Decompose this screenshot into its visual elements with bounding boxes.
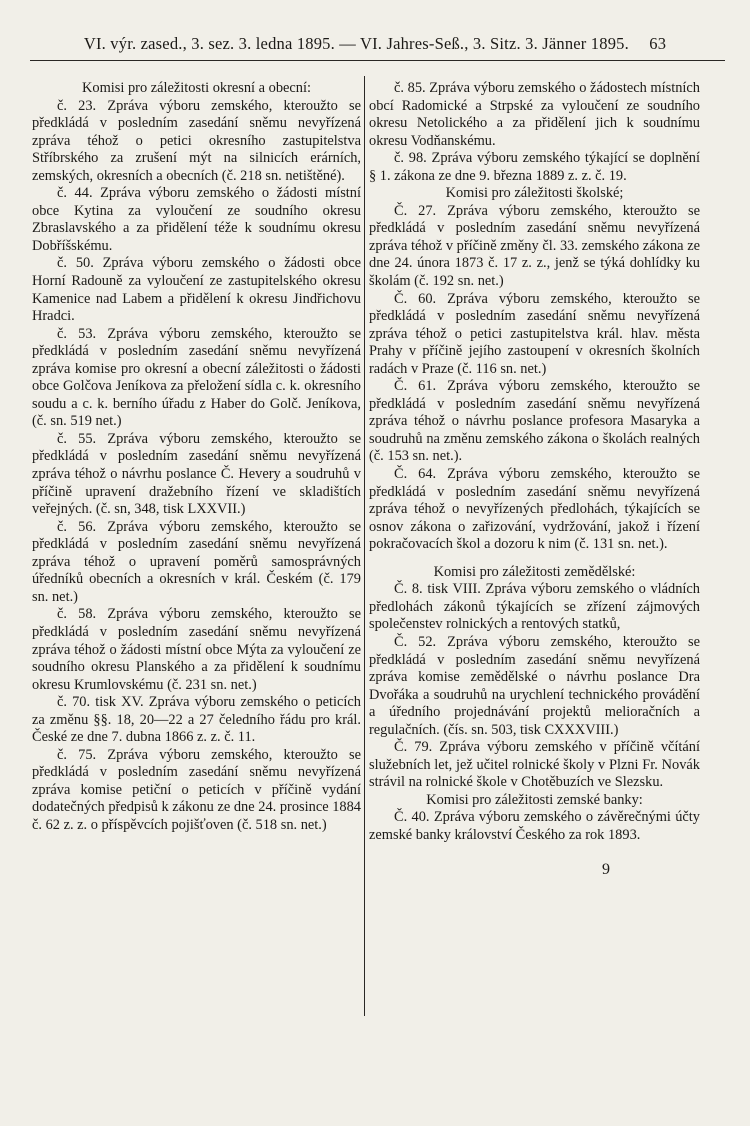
report-entry: Č. 79. Zpráva výboru zemského v příčině včítání služebních let, jež učitel rolnické školy v Plzni Fr. Novák strávil na rolnické škole v Chotěbuzích ve Slezsku. bbox=[369, 739, 700, 791]
report-entry: Č. 40. Zpráva výboru zemského o závěrečnými účty zemské banky království Českého za rok 1893. bbox=[369, 809, 700, 843]
report-entry: Č. 64. Zpráva výboru zemského, kteroužto se předkládá v posledním zasedání sněmu nevyřízená zpráva téhož o nevyřízených předlohách, týkajících se osnov zákona o zařizování, vydržování, jakož i řízení pokračovacích škol a dozoru k nim (č. 131 sn. net.). bbox=[369, 466, 700, 553]
report-entry: č. 55. Zpráva výboru zemského, kteroužto se předkládá v posledním zasedání sněmu nevyřízená zpráva téhož o návrhu poslance Č. Hevery a soudruhů v příčině upravení dražebního řízení ve skladištích veřejných. (č. sn, 348, tisk LXXVII.) bbox=[32, 430, 361, 518]
committee-heading: Komisi pro záležitosti zemské banky: bbox=[426, 791, 643, 808]
header-rule bbox=[30, 60, 725, 61]
report-entry: č. 98. Zpráva výboru zemského týkající se doplnění § 1. zákona ze dne 9. března 1889 z. z. č. 19. bbox=[369, 150, 700, 184]
report-entry: č. 44. Zpráva výboru zemského o žádosti místní obce Kytina za vyloučení ze soudního okresu Zbraslavského a za přidělení téže k soudnímu okresu Dobříšskému. bbox=[32, 185, 361, 254]
header-title: VI. výr. zased., 3. sez. 3. ledna 1895. — VI. Jahres-Seß., 3. Sitz. 3. Jänner 1895. bbox=[83, 34, 629, 53]
signature-mark: 9 bbox=[602, 860, 610, 878]
running-header bbox=[30, 34, 720, 54]
report-entry: č. 53. Zpráva výboru zemského, kteroužto se předkládá v posledním zasedání sněmu nevyřízená zpráva komise pro okresní a obecní záležitosti o žádosti obce Golčova Jeníkova za přeložení sídla c. k. okresního soudu a c. k. berního úřadu z Haber do Golč. Jeníkova, (č. sn. 519 net.) bbox=[32, 325, 361, 430]
report-entry: č. 23. Zpráva výboru zemského, kteroužto se předkládá v posledním zasedání sněmu nevyřízená zpráva téhož o petici okresního zastupitelstva Stříbrského za zrušení mýt na silnicích erárních, zemských, okresních a obecních (č. 218 sn. netištěné). bbox=[32, 97, 361, 184]
left-column bbox=[32, 80, 361, 835]
committee-heading: Komisi pro záležitosti okresní a obecní: bbox=[82, 80, 311, 96]
report-entry: č. 50. Zpráva výboru zemského o žádosti obce Horní Radouně za vyloučení ze zastupitelského okresu Kamenice nad Labem a přidělení k okresu Jindřichovu Hradci. bbox=[32, 255, 361, 325]
committee-heading: Komisi pro záležitosti školské; bbox=[445, 185, 624, 202]
report-entry: č. 85. Zpráva výboru zemského o žádostech místních obcí Radomické a Strpské za vyloučení ze soudního okresu Netolického a za přidělení jich k soudnímu okresu Vodňanskému. bbox=[369, 80, 700, 149]
report-entry: Č. 52. Zpráva výboru zemského, kteroužto se předkládá v posledním zasedání sněmu nevyřízená zpráva komise zemědělské o návrhu poslance Dra Dvořáka a soudruhů na urychlení technického provádění a úředního projednávání projektů melioračních a regulačních. (čís. sn. 503, tisk CXXXVIII.) bbox=[369, 633, 700, 738]
paragraph-gap bbox=[369, 554, 700, 564]
page-number: 63 bbox=[649, 34, 667, 53]
report-entry: č. 70. tisk XV. Zpráva výboru zemského o peticích za změnu §§. 18, 20—22 a 27 čeledního řádu pro král. České ze dne 7. dubna 1866 z. z. č. 11. bbox=[32, 694, 361, 746]
report-entry: č. 75. Zpráva výboru zemského, kteroužto se předkládá v posledním zasedání sněmu nevyřízená zpráva komise petiční o peticích v příčině vydání dodatečných předpisů k zákonu ze dne 24. prosince 1884 č. 62 z. z. o příspěvcích pojišťoven (č. 518 sn. net.) bbox=[32, 746, 361, 833]
report-entry: Č. 61. Zpráva výboru zemského, kteroužto se předkládá v posledním zasedání sněmu nevyřízená zpráva téhož o návrhu poslance profesora Masaryka a soudruhů na změnu zemského zákona o školách realných (č. 153 sn. net.). bbox=[369, 378, 700, 465]
report-entry: č. 56. Zpráva výboru zemského, kteroužto se předkládá v posledním zasedání sněmu nevyřízená zpráva téhož o upravení poměrů samosprávných úředníků obecních a okresních v král. Českém (č. 179 sn. net.) bbox=[32, 518, 361, 605]
report-entry: Č. 60. Zpráva výboru zemského, kteroužto se předkládá v posledním zasedání sněmu nevyřízená zpráva téhož o petici zastupitelstva král. hlav. města Prahy v příčině jejího zastoupení v okresních školních radách v Praze (č. 116 sn. net.) bbox=[369, 290, 700, 377]
report-entry: č. 58. Zpráva výboru zemského, kteroužto se předkládá v posledním zasedání sněmu nevyřízená zpráva téhož o žádosti místní obce Mýta za vyloučení ze soudního okresu Planského a za přidělení k soudnímu okresu Krumlovskému (č. 231 sn. net.) bbox=[32, 606, 361, 693]
column-divider bbox=[364, 76, 365, 1016]
report-entry: Č. 8. tisk VIII. Zpráva výboru zemského o vládních předlohách zákonů týkajících se zřízení zájmových společenstev rolnických a rentových statků, bbox=[369, 581, 700, 633]
committee-heading: Komisi pro záležitosti zemědělské: bbox=[433, 563, 636, 580]
right-column bbox=[369, 80, 700, 878]
report-entry: Č. 27. Zpráva výboru zemského, kteroužto se předkládá v posledním zasedání sněmu nevyřízená zpráva téhož v příčině změny čl. 33. zemského zákona ze dne 24. února 1873 č. 17 z. z., jenž se týká dohlídky ku školám (č. 192 sn. net.) bbox=[369, 202, 700, 290]
